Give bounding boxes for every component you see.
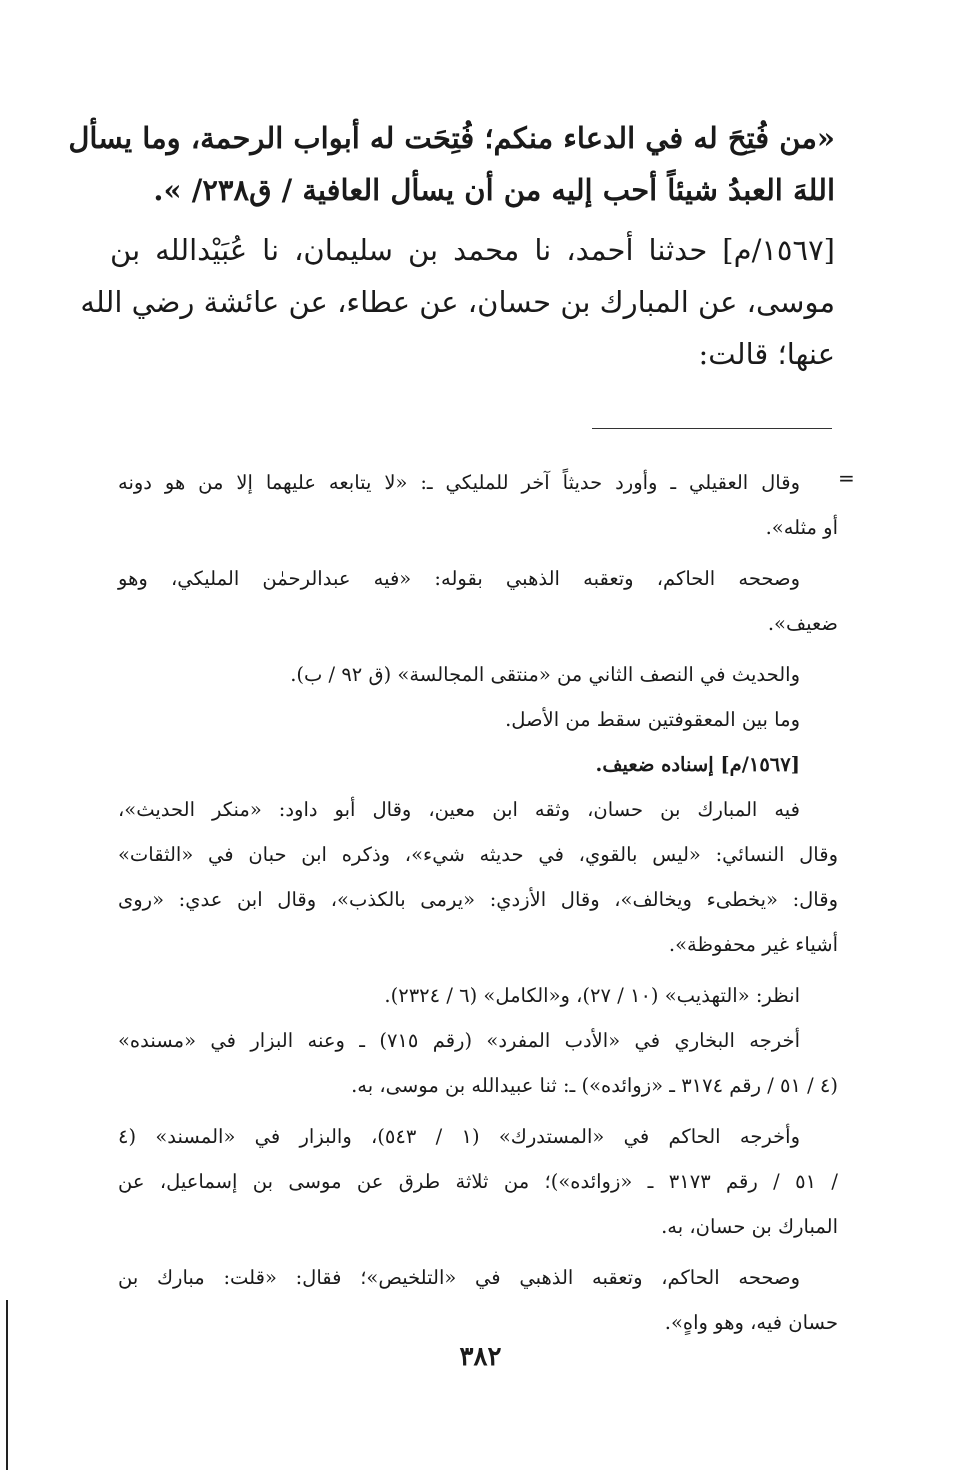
footnote-line: أو مثله».: [765, 516, 838, 539]
footnote-line: [١٥٦٧/م] إسناده ضعيف.: [595, 753, 800, 776]
footnote-line: والحديث في النصف الثاني من «منتقى المجالسة» (ق ٩٢ / ب).: [290, 663, 800, 686]
hadith-quote-line-2: اللهَ العبدُ شيئاً أحب إليه من أن يسأل العافية / ق٢٣٨/ ».: [153, 173, 835, 207]
footnote-line: (٤ / ٥١ / رقم ٣١٧٤ ـ «زوائده») ـ: ثنا عبيدالله بن موسى، به.: [351, 1074, 838, 1097]
footnote-line: وقال العقيلي ـ وأورد حديثاً آخر للمليكي ـ: «لا يتابعه عليهما إلا من هو دونه: [118, 471, 800, 494]
footnote-line: وقال: «يخطىء ويخالف»، وقال الأزدي: «يرمى بالكذب»، وقال ابن عدي: «روى: [118, 888, 838, 911]
footnote-line: ضعيف».: [767, 612, 838, 635]
isnad-line-2: موسى، عن المبارك بن حسان، عن عطاء، عن عائشة رضي الله: [80, 285, 835, 319]
footnote-line: وأخرجه الحاكم في «المستدرك» (١ / ٥٤٣)، والبزار في «المسند» (٤: [118, 1125, 801, 1148]
main-text: [68, 112, 835, 380]
isnad-line-3: عنها؛ قالت:: [698, 337, 835, 371]
footnote-line: انظر: «التهذيب» (١٠ / ٢٧)، و«الكامل» (٦ / ٢٣٢٤).: [384, 984, 800, 1007]
footnote-separator: [592, 428, 832, 429]
isnad-line-1: [١٥٦٧/م] حدثنا أحمد، نا محمد بن سليمان، نا عُبَيْدالله بن: [110, 233, 835, 267]
footnote-line: وما بين المعقوفتين سقط من الأصل.: [505, 708, 800, 731]
scan-edge-line: [6, 1300, 8, 1470]
footnotes: [118, 460, 838, 1345]
hadith-quote-line-1: «من فُتِحَ له في الدعاء منكم؛ فُتِحَت له أبواب الرحمة، وما يسأل: [68, 121, 835, 155]
footnote-line: أشياء غير محفوظة».: [668, 933, 838, 956]
footnote-line: وصححه الحاكم، وتعقبه الذهبي في «التلخيص»؛ فقال: «قلت: مبارك بن: [118, 1266, 800, 1289]
footnote-line: أخرجه البخاري في «الأدب المفرد» (رقم ٧١٥) ـ وعنه البزار في «مسنده»: [118, 1029, 800, 1052]
footnote-line: وقال النسائي: «ليس بالقوي، في حديثه شيء»، وذكره ابن حبان في «الثقات»: [118, 843, 838, 866]
footnote-line: المبارك بن حسان، به.: [661, 1215, 838, 1238]
footnote-line: وصححه الحاكم، وتعقبه الذهبي بقوله: «فيه عبدالرحمٰن المليكي، وهو: [118, 567, 800, 590]
footnote-line: / ٥١ / رقم ٣١٧٣ ـ «زوائده»)؛ من ثلاثة طرق عن موسى بن إسماعيل، عن: [118, 1170, 838, 1193]
footnote-line: حسان فيه، وهو واهٍ».: [664, 1311, 838, 1334]
footnote-continuation-mark: =: [838, 466, 855, 490]
footnote-line: فيه المبارك بن حسان، وثقه ابن معين، وقال أبو داود: «منكر الحديث»،: [118, 798, 800, 821]
page-number: ٣٨٢: [459, 1342, 502, 1372]
